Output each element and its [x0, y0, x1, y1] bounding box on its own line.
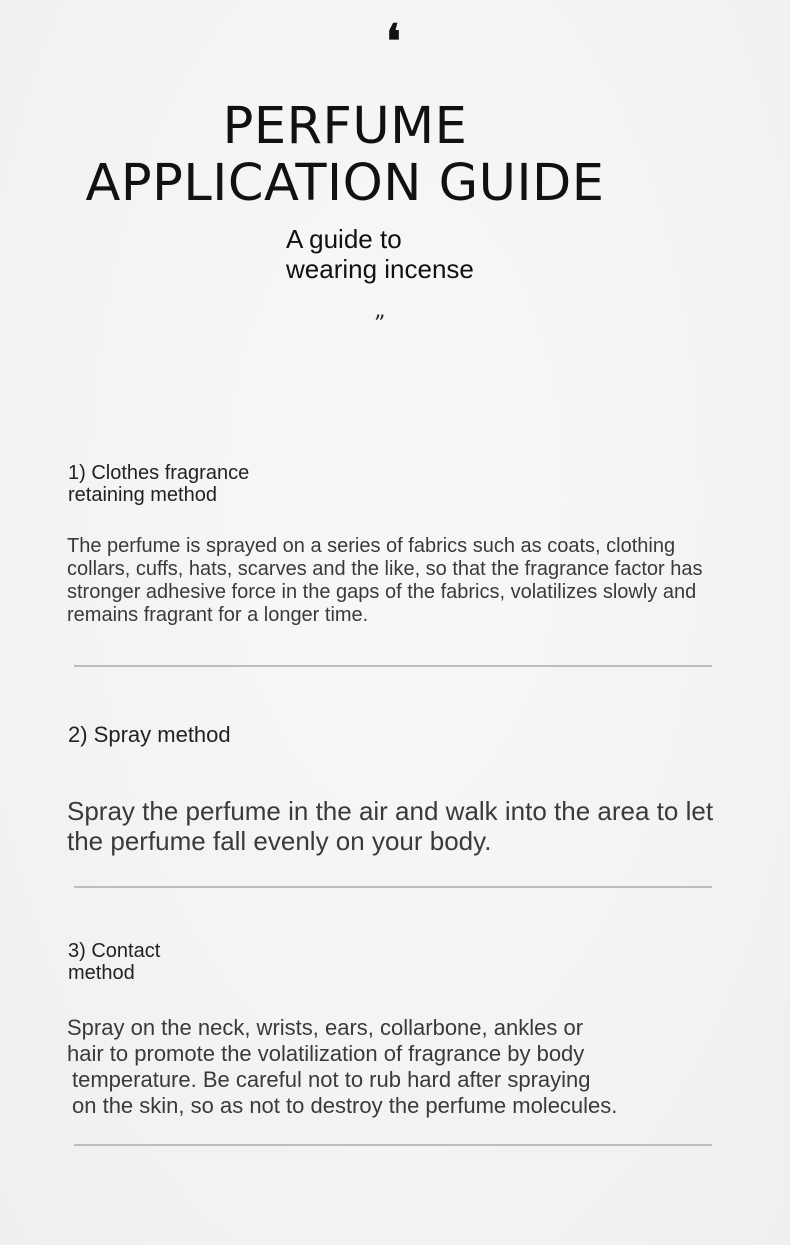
section-2-heading-line-1: 2) Spray method — [68, 722, 231, 747]
section-2-body: Spray the perfume in the air and walk into the area to let the perfume fall evenly on your body. — [67, 796, 714, 856]
subtitle-line-2: wearing incense — [286, 254, 474, 284]
opening-quote-mark: ❛ — [386, 14, 401, 68]
page-title — [0, 98, 690, 212]
subtitle-line-1: A guide to — [286, 224, 402, 254]
section-3-heading-line-1: 3) Contact — [68, 940, 161, 962]
section-3-body-line-1: Spray on the neck, wrists, ears, collarbone, ankles or — [67, 1015, 584, 1040]
section-3-heading — [68, 940, 160, 984]
section-3-body — [67, 1015, 727, 1119]
section-1-heading — [68, 462, 249, 506]
title-line-1: PERFUME — [222, 97, 468, 156]
section-3-divider — [74, 1144, 712, 1146]
section-3-body-line-3: temperature. Be careful not to rub hard after spraying — [72, 1067, 591, 1092]
section-1-body: The perfume is sprayed on a series of fabrics such as coats, clothing collars, cuffs, hats, scarves and the like, so that the fragrance factor has stronger adhesive force in the gaps of the fabrics, volatilizes slowly and remains fragrant for a longer time. — [67, 535, 703, 626]
section-1-heading-line-2: retaining method — [68, 484, 217, 506]
section-2-divider — [74, 886, 712, 888]
section-2-heading — [68, 723, 231, 747]
section-3-heading-line-2: method — [68, 962, 135, 984]
page-subtitle — [286, 224, 474, 284]
section-1-divider — [74, 665, 712, 667]
section-3-body-line-4: on the skin, so as not to destroy the perfume molecules. — [72, 1093, 618, 1118]
title-line-2: APPLICATION GUIDE — [85, 154, 605, 213]
section-3-body-line-2: hair to promote the volatilization of fragrance by body — [67, 1041, 585, 1066]
section-1-heading-line-1: 1) Clothes fragrance — [68, 462, 250, 484]
closing-quote-mark: ” — [374, 312, 386, 337]
